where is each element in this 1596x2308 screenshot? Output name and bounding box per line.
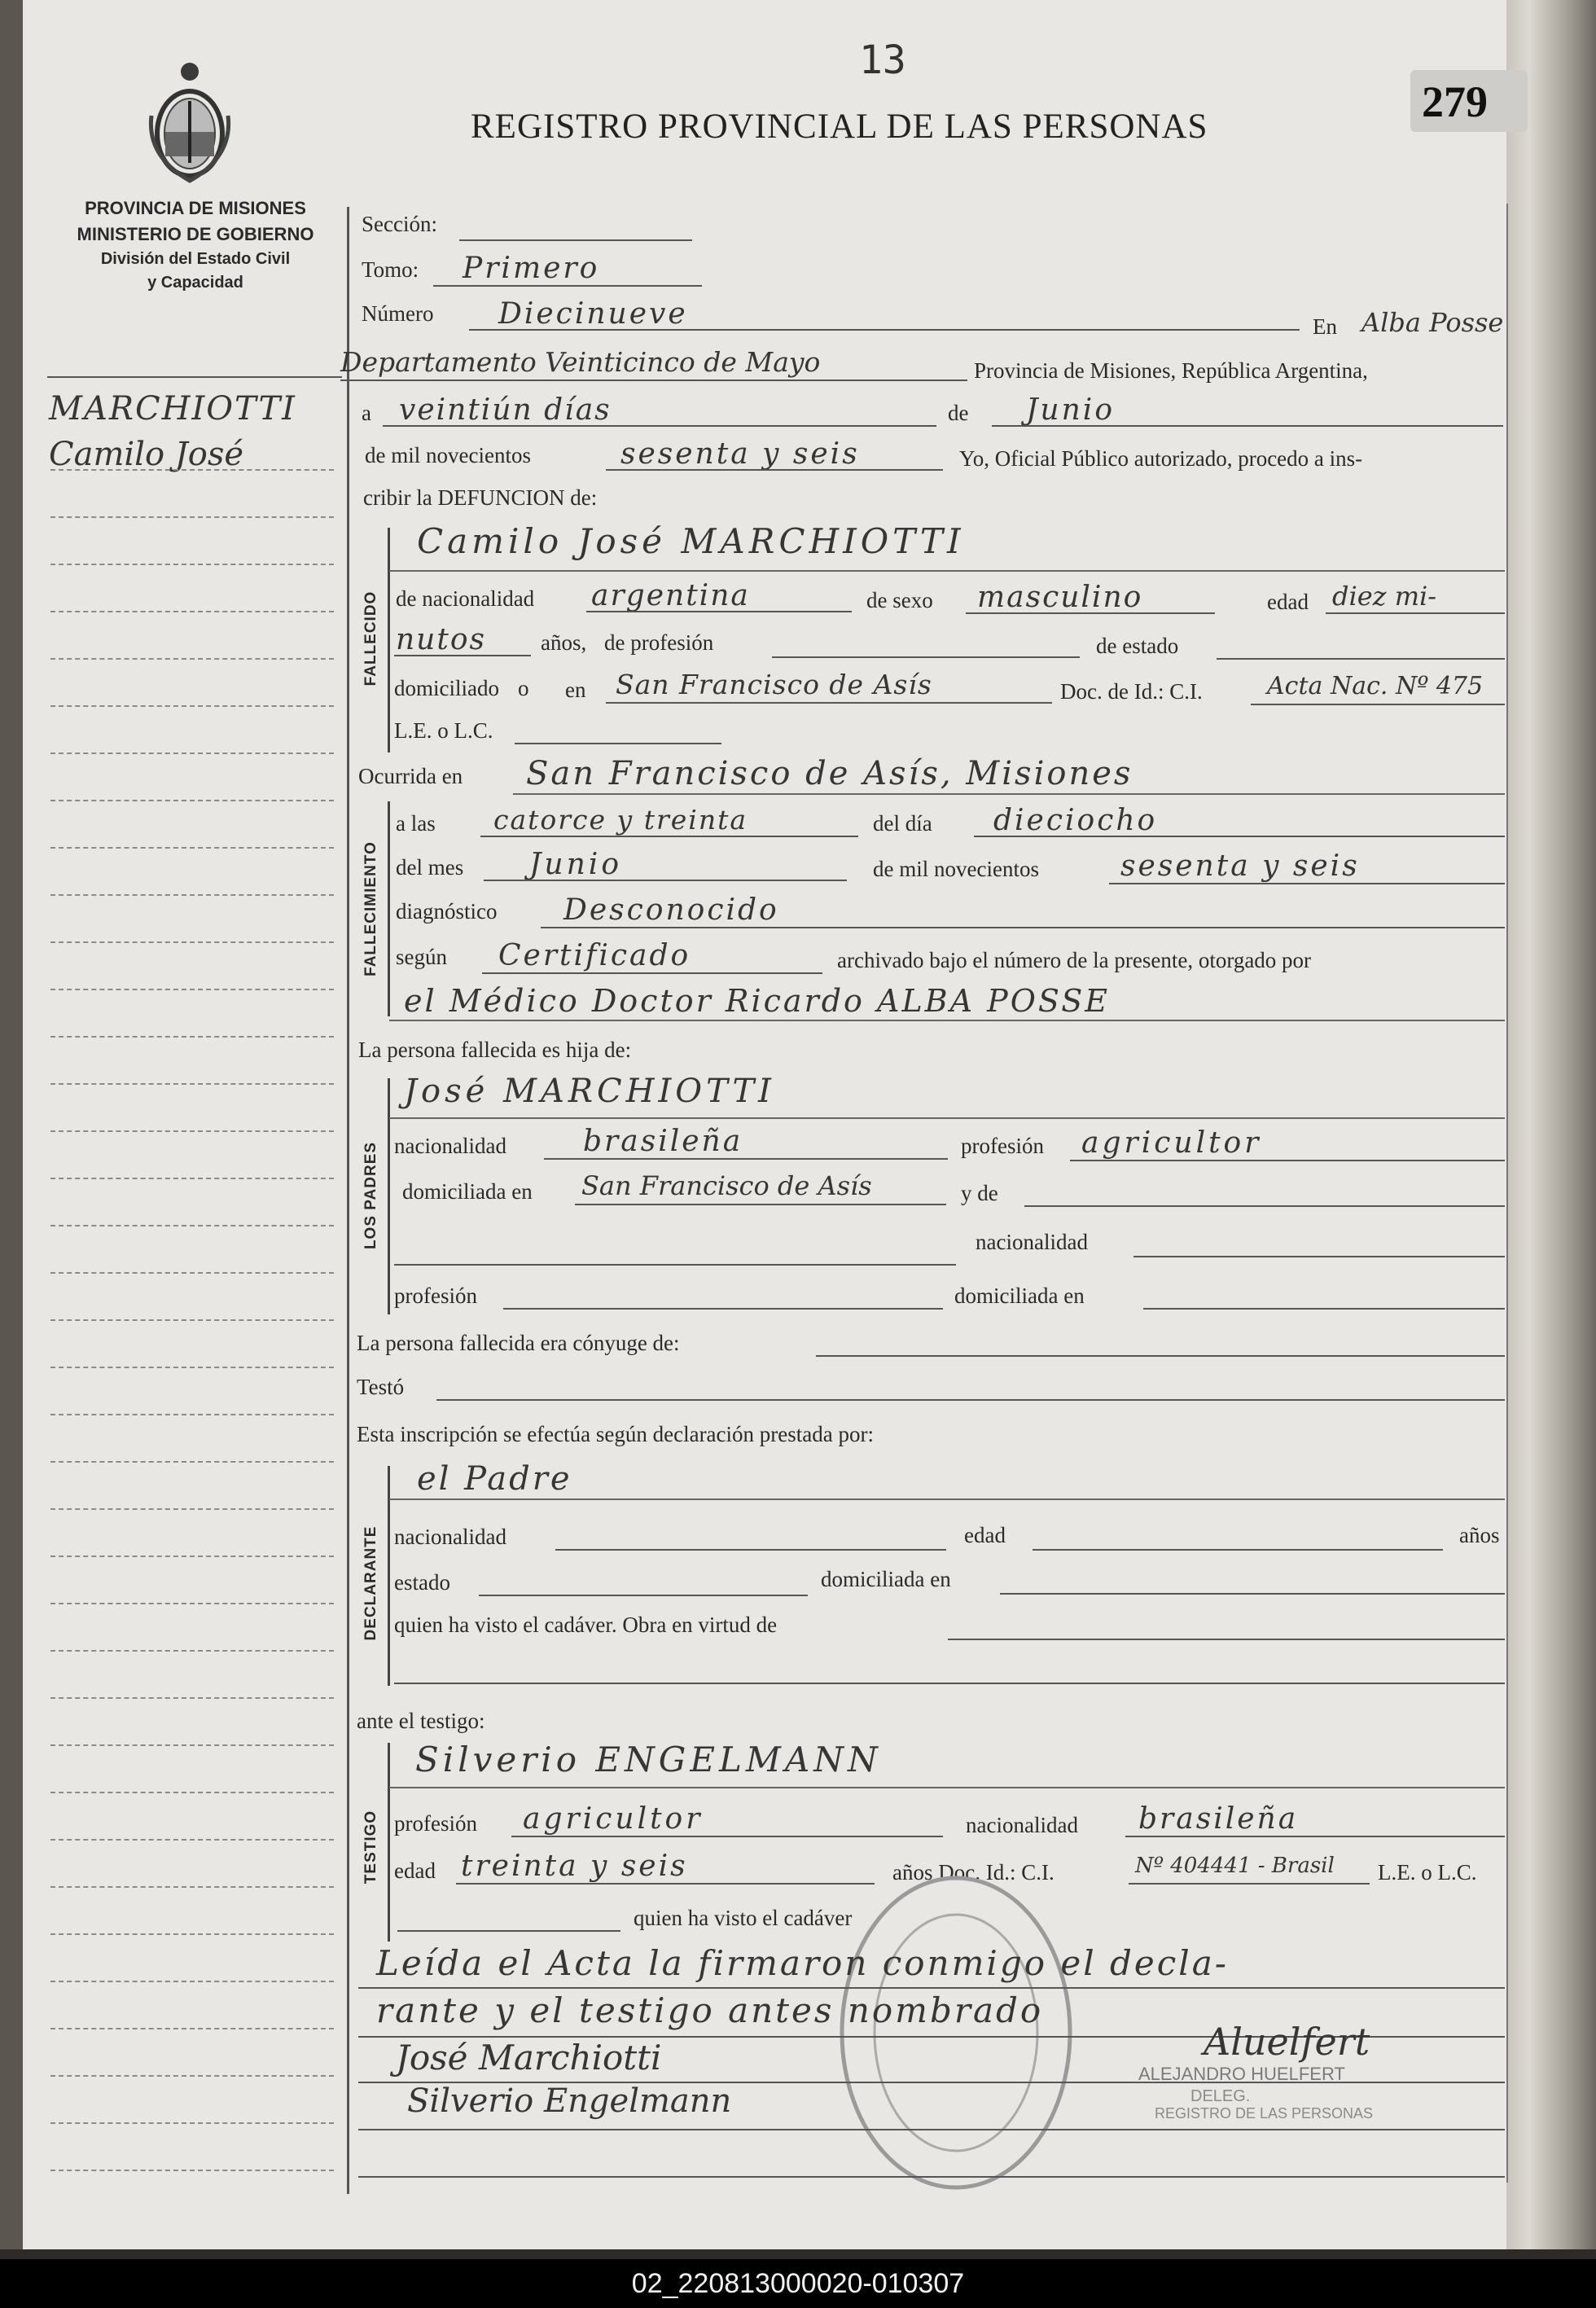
anio-fallec-label: de mil novecientos [873,857,1039,881]
padres-domiciliada2-line [1143,1308,1505,1310]
declarante-section-label: DECLARANTE [362,1525,379,1641]
departamento-line [340,380,967,381]
margin-rule [347,207,349,2194]
margin-dashed-line [50,1225,334,1226]
cierre-line-1: Leída el Acta la firmaron conmigo el decla- [376,1943,1229,1983]
cribir-text: cribir la DEFUNCION de: [363,485,598,510]
y-de-label: y de [961,1181,998,1205]
testigo-doc-line [1129,1883,1370,1885]
provincia-text: Provincia de Misiones, República Argentina, [974,358,1368,383]
page-title: REGISTRO PROVINCIAL DE LAS PERSONAS [471,108,1208,146]
edad-value-2: nutos [396,623,486,656]
segun-line [482,972,822,974]
fallecimiento-section-label: FALLECIMIENTO [362,841,379,976]
tomo-value: Primero [463,252,600,285]
de-label: de [948,401,969,425]
padres-profesion-value: agricultor [1081,1126,1262,1160]
testigo-edad-label: edad [394,1858,436,1883]
edad-line [1326,612,1505,614]
doc-line [1251,704,1505,705]
sexo-line [966,612,1215,614]
madre-line [394,1264,956,1266]
declarante-estado-label: estado [394,1570,450,1595]
padres-nacionalidad-value: brasileña [583,1125,743,1158]
margin-dashed-line [50,1744,334,1746]
declarante-nombre-line [389,1498,1505,1500]
fallecido-bracket [388,528,390,753]
margin-dashed-line [50,2075,334,2077]
padres-section-label: LOS PADRES [362,1141,379,1250]
scan-caption: 02_220813000020-010307 [0,2259,1596,2308]
testigo-cadaver-line [397,1930,620,1932]
dia-fallec-line [974,836,1505,837]
book-binding [1506,0,1596,2256]
domicilio-label: domiciliado [394,676,499,700]
official-seal [834,1870,1078,2196]
testigo-profesion-value: agricultor [523,1802,704,1836]
declarante-anos-label: años [1459,1523,1500,1547]
anio-prefix: de mil novecientos [365,443,531,467]
anio-value: sesenta y seis [620,437,860,471]
anio-line [606,469,943,471]
margin-dashed-line [50,941,334,943]
hora-label: a las [396,811,436,836]
tomo-label: Tomo: [362,257,419,282]
lugar-value: San Francisco de Asís, Misiones [526,755,1133,792]
sello-line-3: REGISTRO DE LAS PERSONAS [1155,2105,1374,2122]
padres-profesion2-line [503,1308,943,1310]
margin-dashed-line [50,1933,334,1935]
testigo-section-label: TESTIGO [362,1810,379,1885]
domicilio-line [606,702,1052,704]
padres-nacionalidad2-line [1133,1256,1505,1257]
padres-bracket [388,1078,390,1314]
domicilio-value: San Francisco de Asís [616,669,932,700]
domicilio-en-label: en [565,678,586,702]
testigo-edad-value: treinta y seis [461,1849,688,1883]
margin-surname: MARCHIOTTI [49,390,296,428]
testigo-doc-value: Nº 404441 - Brasil [1135,1854,1335,1878]
padre-value: José MARCHIOTTI [404,1073,775,1110]
margin-dashed-line [50,1414,334,1415]
declarante-domiciliada-line [1000,1593,1505,1595]
testigo-anos-label: años Doc. Id.: C.I. [892,1860,1054,1885]
sello-line-2: DELEG. [1190,2087,1251,2105]
testigo-nacionalidad-value: brasileña [1138,1802,1299,1836]
margin-dashed-line [50,1981,334,1982]
anos-label: años, [541,630,587,655]
tomo-line [433,285,702,287]
margin-dashed-line [50,1697,334,1699]
segun-label: según [396,945,447,969]
departamento-value: Departamento Veinticinco de Mayo [340,346,821,378]
margin-dashed-line [50,611,334,612]
padres-nacionalidad-label: nacionalidad [394,1134,506,1158]
hora-value: catorce y treinta [493,804,748,836]
body-right-rule [1506,204,1508,2183]
padres-profesion-label: profesión [961,1134,1044,1158]
numero-label: Número [362,301,434,326]
testigo-profesion-line [511,1836,943,1837]
mes-line [992,425,1503,427]
seccion-line [459,239,692,241]
ante-testigo-label: ante el testigo: [357,1709,485,1733]
testigo-cadaver-label: quien ha visto el cadáver [634,1906,853,1930]
yo-text: Yo, Oficial Público autorizado, procedo a ins- [959,446,1363,471]
testigo-nacionalidad-line [1125,1836,1505,1837]
declarante-domiciliada-label: domiciliada en [821,1567,951,1591]
firma-2-rule [358,2129,1505,2130]
a-label: a [362,401,371,425]
en-label: En [1313,314,1337,339]
padres-nacionalidad-line [544,1158,948,1160]
margin-dashed-line [50,1272,334,1274]
estado-line [1217,658,1505,660]
margin-dashed-line [50,1319,334,1321]
lugar-line [513,793,1505,795]
padre-line [389,1117,1505,1119]
dia-fallec-value: dieciocho [993,804,1158,837]
diagnostico-label: diagnóstico [396,899,498,924]
mes-fallec-value: Junio [529,848,622,881]
cierre-line-1-rule [358,1987,1505,1989]
dia-label: del día [873,811,932,836]
declarante-edad-label: edad [964,1523,1006,1547]
padres-nacionalidad2-label: nacionalidad [976,1230,1088,1254]
margin-dashed-line [50,1650,334,1652]
mes-fallec-line [484,880,847,881]
margin-dashed-line [50,1036,334,1038]
le-line [515,743,721,744]
testigo-nacionalidad-label: nacionalidad [966,1813,1078,1837]
conyuge-line [816,1355,1505,1357]
declarante-edad-line [1033,1549,1443,1551]
declarante-cadaver-label: quien ha visto el cadáver. Obra en virtud de [394,1613,778,1637]
cierre-line-2: rante y el testigo antes nombrado [376,1990,1044,2030]
le-label: L.E. o L.C. [394,718,493,743]
margin-dashed-line [50,989,334,990]
page-number: 13 [859,37,906,83]
testigo-nombre-line [389,1787,1505,1788]
folio-number: 279 [1422,77,1488,126]
firma-1: José Marchiotti [396,2038,662,2078]
testigo-nombre: Silverio ENGELMANN [415,1740,882,1779]
margin-dashed-line [50,1839,334,1841]
doc-label: Doc. de Id.: C.I. [1060,679,1203,704]
fallecido-nombre-line [389,570,1505,572]
declarante-nacionalidad-line [555,1549,946,1551]
sexo-label: de sexo [866,588,933,612]
archivado-text: archivado bajo el número de la presente, otorgado por [837,948,1312,972]
margin-dashed-line [50,1130,334,1132]
declaracion-label: Esta inscripción se efectúa según declaración prestada por: [357,1422,874,1446]
declarante-nombre: el Padre [417,1460,572,1498]
diagnostico-line [541,927,1505,928]
otorgado-value: el Médico Doctor Ricardo ALBA POSSE [404,983,1110,1019]
nacionalidad-value: argentina [591,579,750,612]
margin-dashed-line [50,1603,334,1604]
margin-given-names: Camilo José [49,436,244,473]
margin-dashed-line [50,1461,334,1463]
margin-dashed-line [50,1083,334,1085]
declarante-extra-line [394,1683,1505,1684]
doc-value: Acta Nac. Nº 475 [1267,672,1484,700]
testo-label: Testó [357,1375,405,1399]
sexo-value: masculino [977,581,1143,614]
testigo-bracket [388,1743,390,1942]
fallecido-section-label: FALLECIDO [362,590,379,687]
y-de-line [1024,1205,1505,1207]
margin-dashed-line [50,847,334,849]
nacionalidad-line [586,611,852,612]
margin-dashed-line [50,1367,334,1368]
numero-line [469,329,1300,331]
mes-label: del mes [396,855,464,880]
anio-fallec-line [1109,883,1505,884]
profesion-label: de profesión [604,630,714,655]
margin-dashed-line [50,800,334,801]
declarante-nacionalidad-label: nacionalidad [394,1525,506,1549]
sello-line-1: ALEJANDRO HUELFERT [1138,2064,1345,2084]
fallecimiento-bracket [388,801,390,1016]
org-line-2: MINISTERIO DE GOBIERNO [77,223,314,244]
margin-dashed-line [50,469,334,471]
declarante-cadaver-line [948,1639,1505,1640]
segun-value: Certificado [498,939,691,972]
margin-dashed-line [50,2028,334,2029]
margin-dashed-line [50,1792,334,1793]
firma-3-rule [358,2176,1505,2178]
testigo-le-label: L.E. o L.C. [1378,1860,1477,1885]
margin-dashed-line [50,1886,334,1888]
dia-line [383,425,936,427]
seccion-label: Sección: [362,212,437,236]
otorgado-line [389,1020,1505,1021]
edad-label: edad [1267,590,1309,614]
oficial-firma: Aluelfert [1204,2020,1370,2064]
ocurrida-label: Ocurrida en [358,764,463,788]
numero-value: Diecinueve [498,297,688,331]
diagnostico-value: Desconocido [563,893,779,927]
margin-top-rule [47,376,342,378]
testigo-edad-line [456,1883,875,1885]
edad2-line [394,655,531,656]
edad-value: diez mi- [1332,581,1437,612]
mes-value: Junio [1026,393,1115,427]
padres-domiciliada-label: domiciliada en [402,1179,533,1204]
padres-domicilio-line [575,1204,946,1205]
margin-dashed-line [50,2170,334,2171]
hora-line [480,836,858,837]
dia-value: veintiún días [399,393,612,427]
org-header [49,195,342,295]
margin-dashed-line [50,1555,334,1557]
conyuge-label: La persona fallecida era cónyuge de: [357,1331,680,1355]
page-edge [0,2249,1596,2259]
margin-dashed-line [50,1508,334,1510]
hija-label: La persona fallecida es hija de: [358,1038,632,1062]
margin-dashed-line [50,705,334,707]
firma-2: Silverio Engelmann [407,2082,732,2120]
nacionalidad-label: de nacionalidad [396,586,535,611]
margin-dashed-line [50,516,334,518]
org-line-4: y Capacidad [147,273,243,292]
margin-dashed-line [50,753,334,754]
declarante-estado-line [479,1595,808,1596]
coat-of-arms-icon [143,59,236,189]
domicilio-o: o [518,676,529,700]
profesion-line [772,656,1080,658]
margin-dashed-line [50,658,334,660]
padres-domiciliada2-label: domiciliada en [954,1283,1085,1308]
padres-profesion-line [1070,1160,1505,1161]
org-line-1: PROVINCIA DE MISIONES [85,198,306,218]
fallecido-nombre: Camilo José MARCHIOTTI [417,521,965,561]
testigo-profesion-label: profesión [394,1811,477,1836]
en-value: Alba Posse [1361,307,1504,338]
padres-profesion2-label: profesión [394,1283,477,1308]
margin-dashed-line [50,894,334,896]
margin-dashed-line [50,564,334,565]
estado-label: de estado [1096,634,1179,658]
testo-line [436,1399,1505,1401]
margin-dashed-line [50,2122,334,2124]
anio-fallec-value: sesenta y seis [1120,849,1360,883]
margin-dashed-line [50,1178,334,1179]
org-line-3: División del Estado Civil [100,249,291,268]
padres-domicilio-value: San Francisco de Asís [581,1170,872,1201]
